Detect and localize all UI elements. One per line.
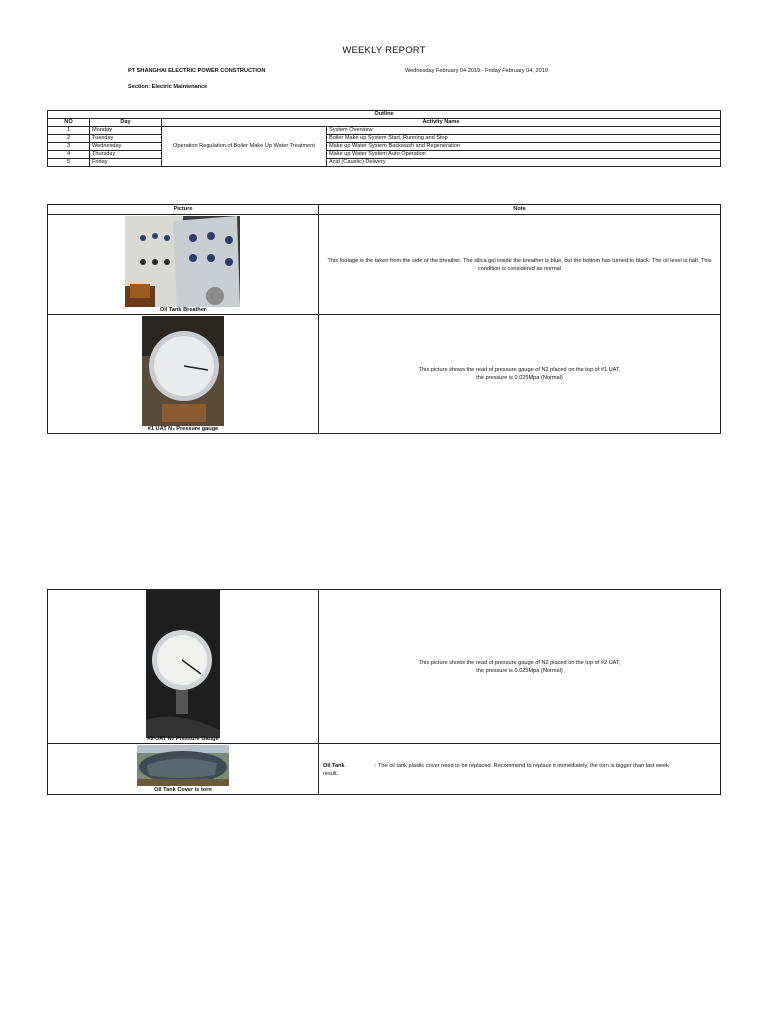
row-day: Thursday — [90, 151, 162, 159]
note-line: This picture shows the read of pressure gauge of N2 placed on the top of #2 UAT, — [418, 659, 621, 666]
outline-header-no: NO — [48, 119, 90, 127]
row-day: Monday — [90, 127, 162, 135]
row-activity: Make up Water System Auto Operation — [327, 151, 721, 159]
company-name: PT SHANGHAI ELECTRIC POWER CONSTRUCTION — [128, 68, 266, 74]
picture-cell — [48, 744, 319, 795]
table-row — [48, 315, 721, 434]
note-cell — [319, 744, 721, 795]
photo-table-2 — [47, 589, 721, 795]
picture-cell — [48, 215, 319, 315]
uat2-pressure-gauge-photo — [146, 590, 220, 738]
note-cell: This footage is the taken from the side of the breather. The silica gel inside the breather is blue, but the bottom has turned to black. The oil level is half. This condition is considered as normal — [319, 215, 721, 315]
photo-caption: Oil Tank Cover is torn — [154, 787, 212, 793]
photo-table-1 — [47, 204, 721, 434]
row-activity: Boiler Make up System Start, Running and Stop — [327, 135, 721, 143]
note-line-2: result. — [323, 771, 339, 777]
row-day: Friday — [90, 159, 162, 167]
note-cell — [319, 590, 721, 744]
row-no: 1 — [48, 127, 90, 135]
row-activity: System Overview — [327, 127, 721, 135]
note-header: Note — [319, 205, 721, 215]
outline-title: Outline — [48, 111, 721, 119]
uat1-pressure-gauge-photo — [142, 316, 224, 426]
report-dates: Wednesday February 04 2019 - Friday February 04, 2019 — [405, 68, 548, 74]
row-day: Wednesday — [90, 143, 162, 151]
photo-caption: Oil Tank Breather — [159, 307, 207, 313]
activity-group: Operation Regulation of Boiler Make Up Water Treatment — [162, 127, 327, 167]
oil-tank-breather-photo — [125, 216, 240, 307]
note-label: Oil Tank — [323, 763, 345, 769]
note-line: the pressure is 0.025Mpa (Normal) — [476, 375, 563, 381]
row-no: 4 — [48, 151, 90, 159]
oil-tank-cover-photo — [137, 745, 229, 786]
table-row — [48, 215, 721, 315]
photo-caption: #1 UAT N₂ Pressure gauge — [147, 426, 219, 432]
note-text: : The oil tank plastic cover need to be replaced. Recommend to replace it immediately, the torn is bigger than last week — [375, 763, 669, 769]
note-line: This picture shows the read of pressure gauge of N2 placed on the top of #1 UAT, — [418, 367, 621, 373]
note-line-1 — [323, 744, 716, 770]
note-line: the pressure is 0.025Mpa (Normal) — [476, 667, 563, 674]
row-no: 2 — [48, 135, 90, 143]
report-title: WEEKLY REPORT — [342, 45, 426, 56]
row-activity: Acid (Caustic) Delivery — [327, 159, 721, 167]
row-day: Tuesday — [90, 135, 162, 143]
outline-header-activity: Activity Name — [162, 119, 721, 127]
row-no: 3 — [48, 143, 90, 151]
row-no: 5 — [48, 159, 90, 167]
section-label: Section: Electric Maintenance — [128, 84, 208, 90]
table-row — [48, 159, 721, 167]
table-row — [48, 135, 721, 143]
table-row — [48, 151, 721, 159]
picture-cell — [48, 315, 319, 434]
photo-caption: #2 UAT N₂ Pressure Gauge — [147, 736, 219, 742]
table-row — [48, 590, 721, 744]
outline-header-day: Day — [90, 119, 162, 127]
row-activity: Make up Water System Backwash and Regeneration — [327, 143, 721, 151]
picture-cell — [48, 590, 319, 744]
picture-header: Picture — [48, 205, 319, 215]
table-row — [48, 127, 721, 135]
table-row — [48, 143, 721, 151]
table-row — [48, 744, 721, 795]
outline-table — [47, 110, 721, 167]
note-cell — [319, 315, 721, 434]
